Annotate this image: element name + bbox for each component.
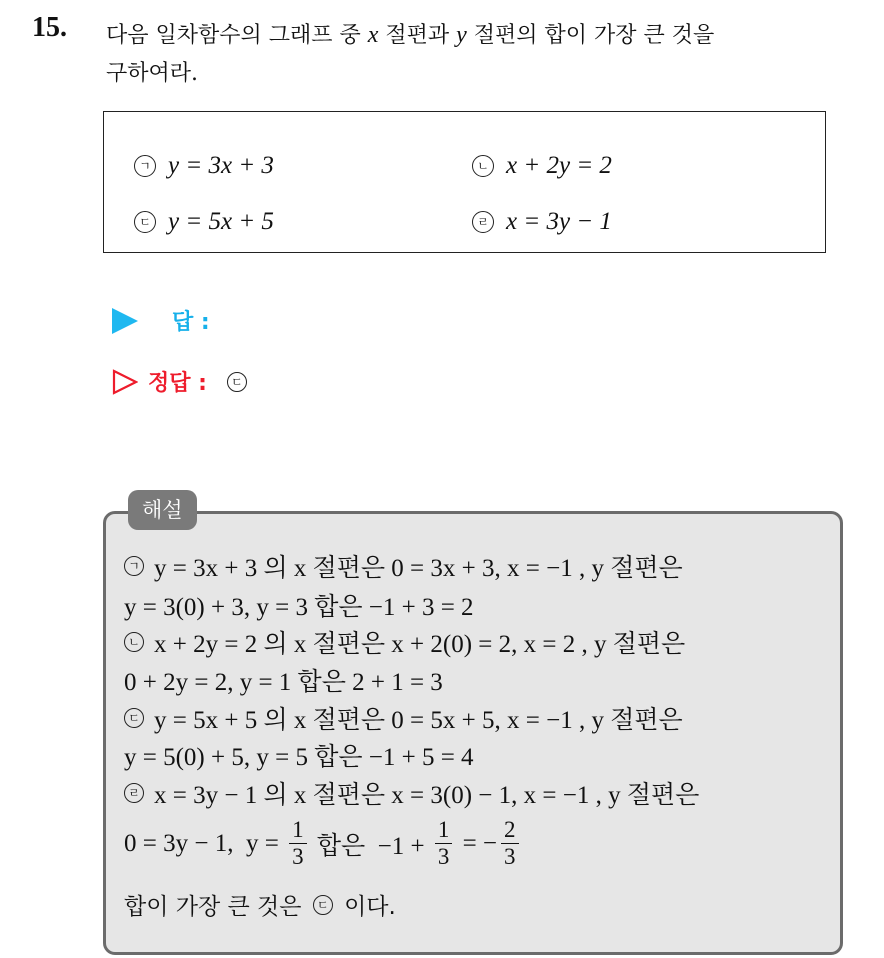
fraction	[289, 817, 307, 870]
choice-mark: ㄱ	[134, 155, 156, 177]
choice-expression: x + 2y = 2	[506, 152, 612, 179]
fraction-denominator: 3	[437, 844, 450, 869]
solution-text: x = 3y − 1 의 x 절편은 x = 3(0) − 1, x = −1 , y 절편은	[154, 782, 700, 809]
choice-3[interactable]	[134, 208, 274, 236]
solution-mark: ㄱ	[124, 556, 144, 576]
fraction-numerator: 1	[289, 817, 307, 844]
solution-text: x + 2y = 2 의 x 절편은 x + 2(0) = 2, x = 2 , y 절편은	[154, 631, 686, 658]
choices-box	[103, 111, 826, 253]
solution-text: 0 = 3y − 1, y =	[124, 829, 286, 857]
triangle-outline-icon	[112, 369, 138, 395]
solution-line	[124, 587, 474, 623]
solution-mark: ㄹ	[124, 783, 144, 803]
fraction	[501, 817, 519, 870]
fraction-numerator: 2	[501, 817, 519, 844]
solution-text: 합은 −1 +	[310, 832, 431, 860]
answer-label: 답 :	[172, 310, 210, 335]
choice-mark: ㄹ	[472, 211, 494, 233]
variable-y: y	[456, 22, 467, 48]
solution-conclusion	[124, 888, 396, 921]
solution-mark: ㄷ	[124, 708, 144, 728]
correct-answer-row	[112, 366, 247, 397]
question-text-part: 구하여라.	[106, 61, 199, 86]
variable-x: x	[367, 22, 379, 48]
triangle-solid-icon	[112, 308, 138, 334]
question-text-part: 절편과	[378, 23, 457, 48]
question-text-part: 절편의 합이 가장 큰 것을	[466, 23, 715, 48]
solution-line	[124, 700, 683, 736]
choice-expression: y = 3x + 3	[168, 152, 274, 179]
conclusion-text: 합이 가장 큰 것은	[124, 894, 309, 920]
solution-line	[124, 775, 699, 811]
question-text-part: 다음 일차함수의 그래프 중	[106, 23, 368, 48]
fraction-denominator: 3	[504, 844, 516, 869]
choice-2[interactable]	[472, 152, 612, 180]
answer-row	[112, 305, 210, 336]
choice-mark: ㄴ	[472, 155, 494, 177]
solution-text: y = 5x + 5 의 x 절편은 0 = 5x + 5, x = −1 , y 절편은	[154, 707, 683, 734]
choice-4[interactable]	[472, 208, 612, 236]
solution-text: y = 3x + 3 의 x 절편은 0 = 3x + 3, x = −1 , y 절편은	[154, 555, 683, 582]
solution-text: 0 + 2y = 2, y = 1 합은 2 + 1 = 3	[124, 669, 443, 696]
conclusion-mark: ㄷ	[313, 895, 333, 915]
conclusion-text: 이다.	[336, 894, 396, 920]
solution-mark: ㄴ	[124, 632, 144, 652]
question-text	[106, 16, 876, 93]
choice-expression: x = 3y − 1	[506, 208, 612, 235]
choice-1[interactable]	[134, 152, 274, 180]
solution-line-fractions	[124, 817, 523, 870]
choice-expression: y = 5x + 5	[168, 208, 274, 235]
correct-answer-label: 정답 :	[148, 371, 207, 396]
fraction	[435, 817, 453, 870]
solution-line	[124, 737, 474, 773]
solution-line	[124, 548, 683, 584]
solution-text: y = 5(0) + 5, y = 5 합은 −1 + 5 = 4	[124, 744, 474, 771]
solution-text: y = 3(0) + 3, y = 3 합은 −1 + 3 = 2	[124, 594, 474, 621]
solution-line	[124, 662, 443, 698]
correct-answer-mark: ㄷ	[227, 372, 247, 392]
solution-tab: 해설	[128, 490, 197, 530]
fraction-numerator: 1	[435, 817, 453, 844]
fraction-denominator: 3	[292, 844, 304, 869]
solution-text: = −	[456, 829, 498, 857]
choice-mark: ㄷ	[134, 211, 156, 233]
solution-line	[124, 624, 685, 660]
question-number: 15.	[32, 12, 67, 43]
